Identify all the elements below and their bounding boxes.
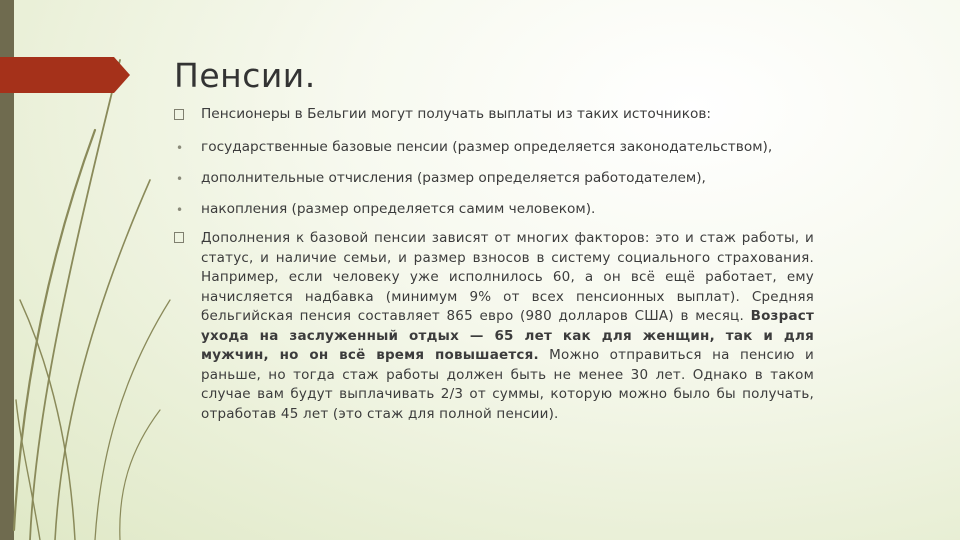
accent-arrow-shape <box>0 57 130 93</box>
dot-bullet-icon: • <box>176 203 184 217</box>
source-item-savings <box>174 198 814 220</box>
source-text: дополнительные отчисления (размер определяется работодателем), <box>201 170 706 186</box>
source-item-employer <box>174 167 814 189</box>
source-text: государственные базовые пенсии (размер определяется законодательством), <box>201 139 773 155</box>
source-text: накопления (размер определяется самим человеком). <box>201 201 596 217</box>
slide-title: Пенсии. <box>174 56 316 95</box>
intro-item <box>174 106 814 123</box>
slide-body <box>174 106 814 424</box>
detail-text-part2: Можно отправиться на пенсию и раньше, но тогда стаж работы должен быть не менее 30 лет. Однако в таком случае вам будут выплачивать 2/3 от суммы, которую можно было бы получать, отработав 45 лет (это стаж для полной пенсии). <box>201 347 814 422</box>
square-bullet-icon <box>174 232 184 243</box>
source-item-state-pension <box>174 136 814 158</box>
intro-text: Пенсионеры в Бельгии могут получать выплаты из таких источников: <box>201 106 712 122</box>
dot-bullet-icon: • <box>176 141 184 155</box>
square-bullet-icon <box>174 109 184 120</box>
retirement-age-highlight: Возраст ухода на заслуженный отдых — 65 лет как для женщин, так и для мужчин, но он всё время повышается. <box>201 308 814 363</box>
detail-paragraph <box>174 229 814 424</box>
dot-bullet-icon: • <box>176 172 184 186</box>
detail-text-part1: Дополнения к базовой пенсии зависят от многих факторов: это и стаж работы, и статус, и наличие семьи, и размер взносов в систему социального страхования. Например, если человеку уже исполнилось 60, а он всё ещё работает, ему начисляется надбавка (минимум 9% от всех пенсионных выплат). Средняя бельгийская пенсия составляет 865 евро (980 долларов США) в месяц. <box>201 230 814 324</box>
